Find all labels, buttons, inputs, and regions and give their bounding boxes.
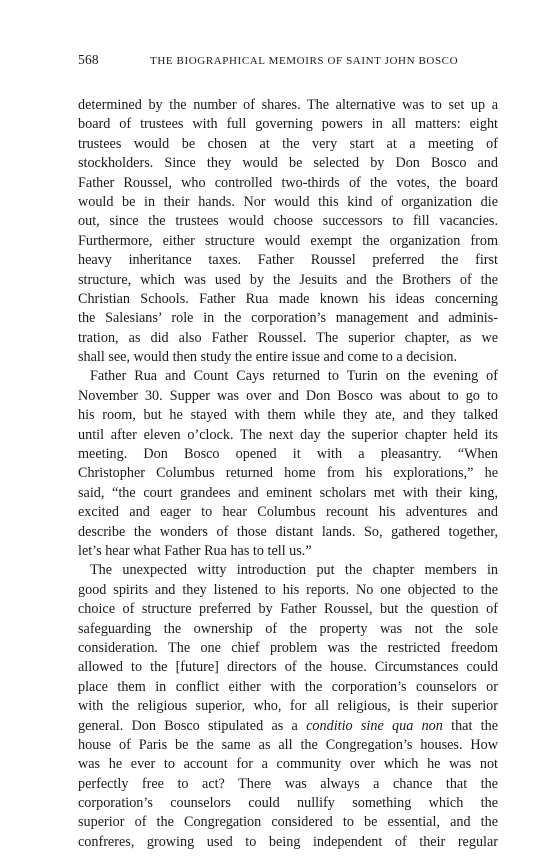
text-span: general. Don Bosco stipulated as a [78,717,298,734]
text-line: November 30. Supper was over and Don Bosco was about to go to [78,387,498,404]
text-line: the Salesians’ role in the corporation’s management and adminis- [78,310,498,327]
text-line: meeting. Don Bosco opened it with a pleasantry. “When [78,446,498,463]
text-line: corporation’s counselors could nullify something which the [78,795,498,812]
text-line: trustees would be chosen at the very start at a meeting of [78,135,498,152]
text-line: consideration. The one chief problem was the restricted freedom [78,639,498,656]
text-line: determined by the number of shares. The alternative was to set up a [78,97,498,113]
text-line: superior of the Congregation considered to be essential, and the [78,814,498,831]
text-line: safeguarding the ownership of the property was not the sole [78,620,498,637]
text-line: his room, but he stayed with them while they ate, and they talked [78,407,498,424]
text-line: The unexpected witty introduction put the chapter members in [90,562,498,579]
text-line: good spirits and they listened to his reports. No one objected to the [78,581,498,598]
text-line: perfectly free to act? There was always a chance that the [78,775,498,792]
text-span: that the [451,717,498,734]
text-line: with the religious superior, who, for all religious, is their superior [78,698,498,715]
page-number: 568 [78,52,99,67]
text-line: tration, as did also Father Roussel. The superior chapter, as we [78,329,498,346]
book-page [78,52,498,850]
running-head: THE BIOGRAPHICAL MEMOIRS OF SAINT JOHN BOSCO [150,55,459,67]
text-line: Christian Schools. Father Rua made known his ideas concerning [78,290,498,307]
text-line: board of trustees with full governing powers in all matters: eight [78,116,498,133]
page-header [78,52,498,74]
text-line: shall see, would then study the entire issue and come to a decision. [78,349,458,366]
body-text [78,96,498,852]
text-line: heavy inheritance taxes. Father Roussel preferred the first [78,252,498,269]
text-line: Christopher Columbus returned home from his explorations,” he [78,465,498,482]
text-line: place them in conflict either with the corporation’s counselors or [78,678,498,695]
text-line: said, “the court grandees and eminent scholars met with their king, [78,484,498,501]
text-line: Furthermore, either structure would exempt the organization from [78,232,498,249]
text-line: Father Roussel, who controlled two-thirds of the votes, the board [78,174,498,191]
text-line: Father Rua and Count Cays returned to Turin on the evening of [90,368,498,385]
text-line: would be in their hands. Nor would this kind of organization die [78,193,498,210]
text-line-with-italic [78,717,498,736]
text-line: structure, which was used by the Jesuits and the Brothers of the [78,271,498,288]
text-line: confreres, growing used to being independent of their regular [78,833,498,850]
text-line: stockholders. Since they would be selected by Don Bosco and [78,155,498,172]
text-line: until after eleven o’clock. The next day the superior chapter held its [78,426,498,443]
text-line: out, since the trustees would choose successors to fill vacancies. [78,213,498,230]
text-line: house of Paris be the same as all the Congregation’s houses. How [78,736,498,753]
text-line: describe the wonders of those distant lands. So, gathered together, [78,523,498,540]
text-line: allowed to the [future] directors of the house. Circumstances could [78,659,498,676]
text-line: let’s hear what Father Rua has to tell us.” [78,542,312,559]
text-line: choice of structure preferred by Father Roussel, but the question of [78,601,498,618]
text-line: excited and eager to hear Columbus recount his adventures and [78,504,498,521]
text-line: was he ever to account for a community over which he was not [78,756,498,773]
italic-phrase: conditio sine qua non [306,717,443,734]
